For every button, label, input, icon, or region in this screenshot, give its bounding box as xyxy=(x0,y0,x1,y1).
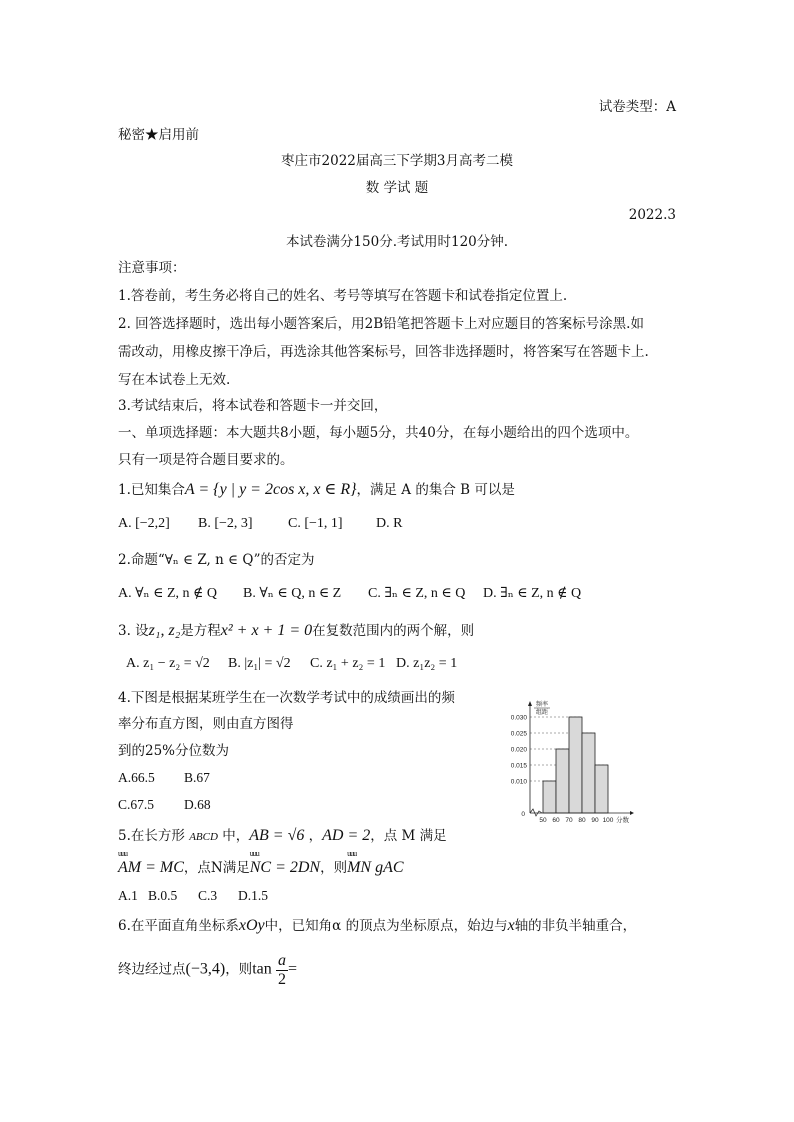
q5-vector-condition-2: uuu NC = 2DN xyxy=(250,858,320,877)
x-axis-arrow xyxy=(630,811,634,815)
x-tick-label-60: 60 xyxy=(552,817,560,824)
exam-title: 枣庄市2022届高三下学期3月高考二模 xyxy=(281,153,513,169)
x-tick-label-80: 80 xyxy=(578,817,586,824)
q3-vars: z₁, z₂ xyxy=(148,622,181,639)
q4-option-d: D.68 xyxy=(184,797,211,812)
y-tick-label-0.020: 0.020 xyxy=(510,746,527,754)
q6-coordinate-system: xOy xyxy=(238,917,265,934)
question-5-stem: 5.在长方形 ABCD 中，AB = √6 ，AD = 2，点 M 满足 xyxy=(118,827,447,844)
q5-vector-condition-1: uuu AM = MC xyxy=(118,858,184,877)
question-2-stem: 2.命题“∀ₙ ∈ Z, n ∈ Q”的否定为 xyxy=(118,552,315,568)
q5-option-a: A.1 xyxy=(118,888,138,903)
q2-option-a: A. ∀ₙ ∈ Z, n ∉ Q xyxy=(118,586,218,601)
section-1-note: 只有一项是符合题目要求的。 xyxy=(118,452,294,468)
q2-option-b: B. ∀ₙ ∈ Q, n ∈ Z xyxy=(243,586,342,601)
exam-date: 2022.3 xyxy=(628,207,676,223)
question-1-options xyxy=(118,516,402,533)
q1-option-a: A. [−2,2] xyxy=(118,516,170,531)
q5-option-c: C.3 xyxy=(198,888,218,903)
question-3-options xyxy=(126,656,457,673)
confidential-mark: 秘密★启用前 xyxy=(118,127,199,143)
question-4-line-2: 率分布直方图，则由直方图得 xyxy=(118,716,294,732)
y-tick-label-0.030: 0.030 xyxy=(510,714,527,722)
y-axis-arrow xyxy=(528,701,532,706)
frequency-histogram xyxy=(508,700,668,828)
q3-option-a: A. z₁ − z₂ = √2 xyxy=(126,656,210,671)
q3-option-b: B. |z₁| = √2 xyxy=(228,656,291,671)
x-axis-label: 分数 xyxy=(616,816,629,824)
paper-type: 试卷类型：A xyxy=(598,99,676,115)
subject-title: 数 学试 题 xyxy=(365,180,429,196)
q6-tan: tan xyxy=(252,960,272,978)
q1-option-c: C. [−1, 1] xyxy=(288,516,343,531)
x-tick-label-70: 70 xyxy=(565,817,573,824)
question-3-stem: 3. 设z₁, z₂是方程x² + x + 1 = 0在复数范围内的两个解，则 xyxy=(118,622,475,639)
histogram-bar-50-60 xyxy=(543,781,556,813)
question-4-line-3: 到的25%分位数为 xyxy=(118,743,230,759)
question-4-options-row-1 xyxy=(118,770,210,786)
y-tick-label-0.015: 0.015 xyxy=(510,762,527,770)
y-axis-label-denominator: 组距 xyxy=(535,709,549,716)
notice-item-2-line-3: 写在本试卷上无效. xyxy=(118,372,231,388)
x-tick-label-90: 90 xyxy=(591,817,599,824)
exam-info: 本试卷满分150分.考试用时120分钟. xyxy=(285,234,509,250)
q5-vector-product: uuu MN gAC xyxy=(347,858,403,877)
q1-set-expression: A = {y | y = 2cos x, x ∈ R} xyxy=(184,481,357,498)
y-tick-label-0.010: 0.010 xyxy=(510,778,527,786)
notice-item-1: 1.答卷前，考生务必将自己的姓名、考号等填写在答题卡和试卷指定位置上. xyxy=(118,288,568,304)
q3-option-c: C. z₁ + z₂ = 1 xyxy=(310,656,386,671)
q5-option-d: D.1.5 xyxy=(238,888,268,903)
q6-point: (−3,4) xyxy=(185,960,226,978)
x-tick-label-50: 50 xyxy=(539,817,547,824)
notice-item-2-line-1: 2. 回答选择题时，选出每小题答案后，用2B铅笔把答题卡上对应题目的答案标号涂黑.如 xyxy=(118,316,644,332)
q5-condition-2: AD = 2 xyxy=(322,827,371,844)
question-4-options-row-2 xyxy=(118,797,211,813)
question-6-line-1: 6.在平面直角坐标系xOy中，已知角α 的顶点为坐标原点，始边与x轴的非负半轴重合， xyxy=(118,917,637,934)
histogram-bar-70-80 xyxy=(569,717,582,813)
notice-item-2-line-2: 需改动，用橡皮擦干净后，再选涂其他答案标号，回答非选择题时，将答案写在答题卡上. xyxy=(118,344,649,360)
histogram-bar-90-100 xyxy=(595,765,608,813)
notice-heading: 注意事项： xyxy=(118,260,186,276)
q5-rectangle: ABCD xyxy=(189,831,218,843)
q4-option-b: B.67 xyxy=(184,770,210,785)
q4-option-a: A.66.5 xyxy=(118,770,155,785)
q6-half-angle-fraction: $\frac{a}{2}$ xyxy=(278,952,287,988)
histogram-bar-60-70 xyxy=(556,749,569,813)
y-tick-label-0.025: 0.025 xyxy=(510,730,527,738)
q2-option-d: D. ∃ₙ ∈ Z, n ∉ Q xyxy=(483,586,582,601)
question-5-options xyxy=(118,888,268,904)
notice-item-3: 3.考试结束后，将本试卷和答题卡一并交回， xyxy=(118,398,388,414)
q2-option-c: C. ∃ₙ ∈ Z, n ∈ Q xyxy=(368,586,466,601)
question-2-options xyxy=(118,586,581,603)
section-1-heading: 一、单项选择题：本大题共8小题，每小题5分，共40分，在每小题给出的四个选项中。 xyxy=(118,425,639,441)
axis-break xyxy=(530,809,542,816)
histogram-bar-80-90 xyxy=(582,733,595,813)
q1-option-b: B. [−2, 3] xyxy=(198,516,253,531)
q3-equation: x² + x + 1 = 0 xyxy=(220,622,313,639)
q1-option-d: D. R xyxy=(376,516,403,531)
y-axis-label-numerator: 频率 xyxy=(535,701,549,708)
q5-condition-1: AB = √6 xyxy=(249,827,305,844)
question-4-line-1: 4.下图是根据某班学生在一次数学考试中的成绩画出的频 xyxy=(118,690,455,706)
origin-label: 0 xyxy=(521,811,525,818)
question-5-vectors: uuu AM = MC，点N满足uuu NC = 2DN，则uuu MN gAC xyxy=(118,858,404,877)
q3-option-d: D. z₁z₂ = 1 xyxy=(396,656,458,671)
question-1-stem: 1.已知集合A = {y | y = 2cos x, x ∈ R}，满足 A 的集合 B 可以是 xyxy=(118,481,515,498)
question-6-line-2: 终边经过点(−3,4)，则tan $\frac{a}{2}$ = xyxy=(118,952,298,988)
x-tick-label-100: 100 xyxy=(602,817,614,824)
q4-option-c: C.67.5 xyxy=(118,797,155,812)
q5-option-b: B.0.5 xyxy=(148,888,178,903)
